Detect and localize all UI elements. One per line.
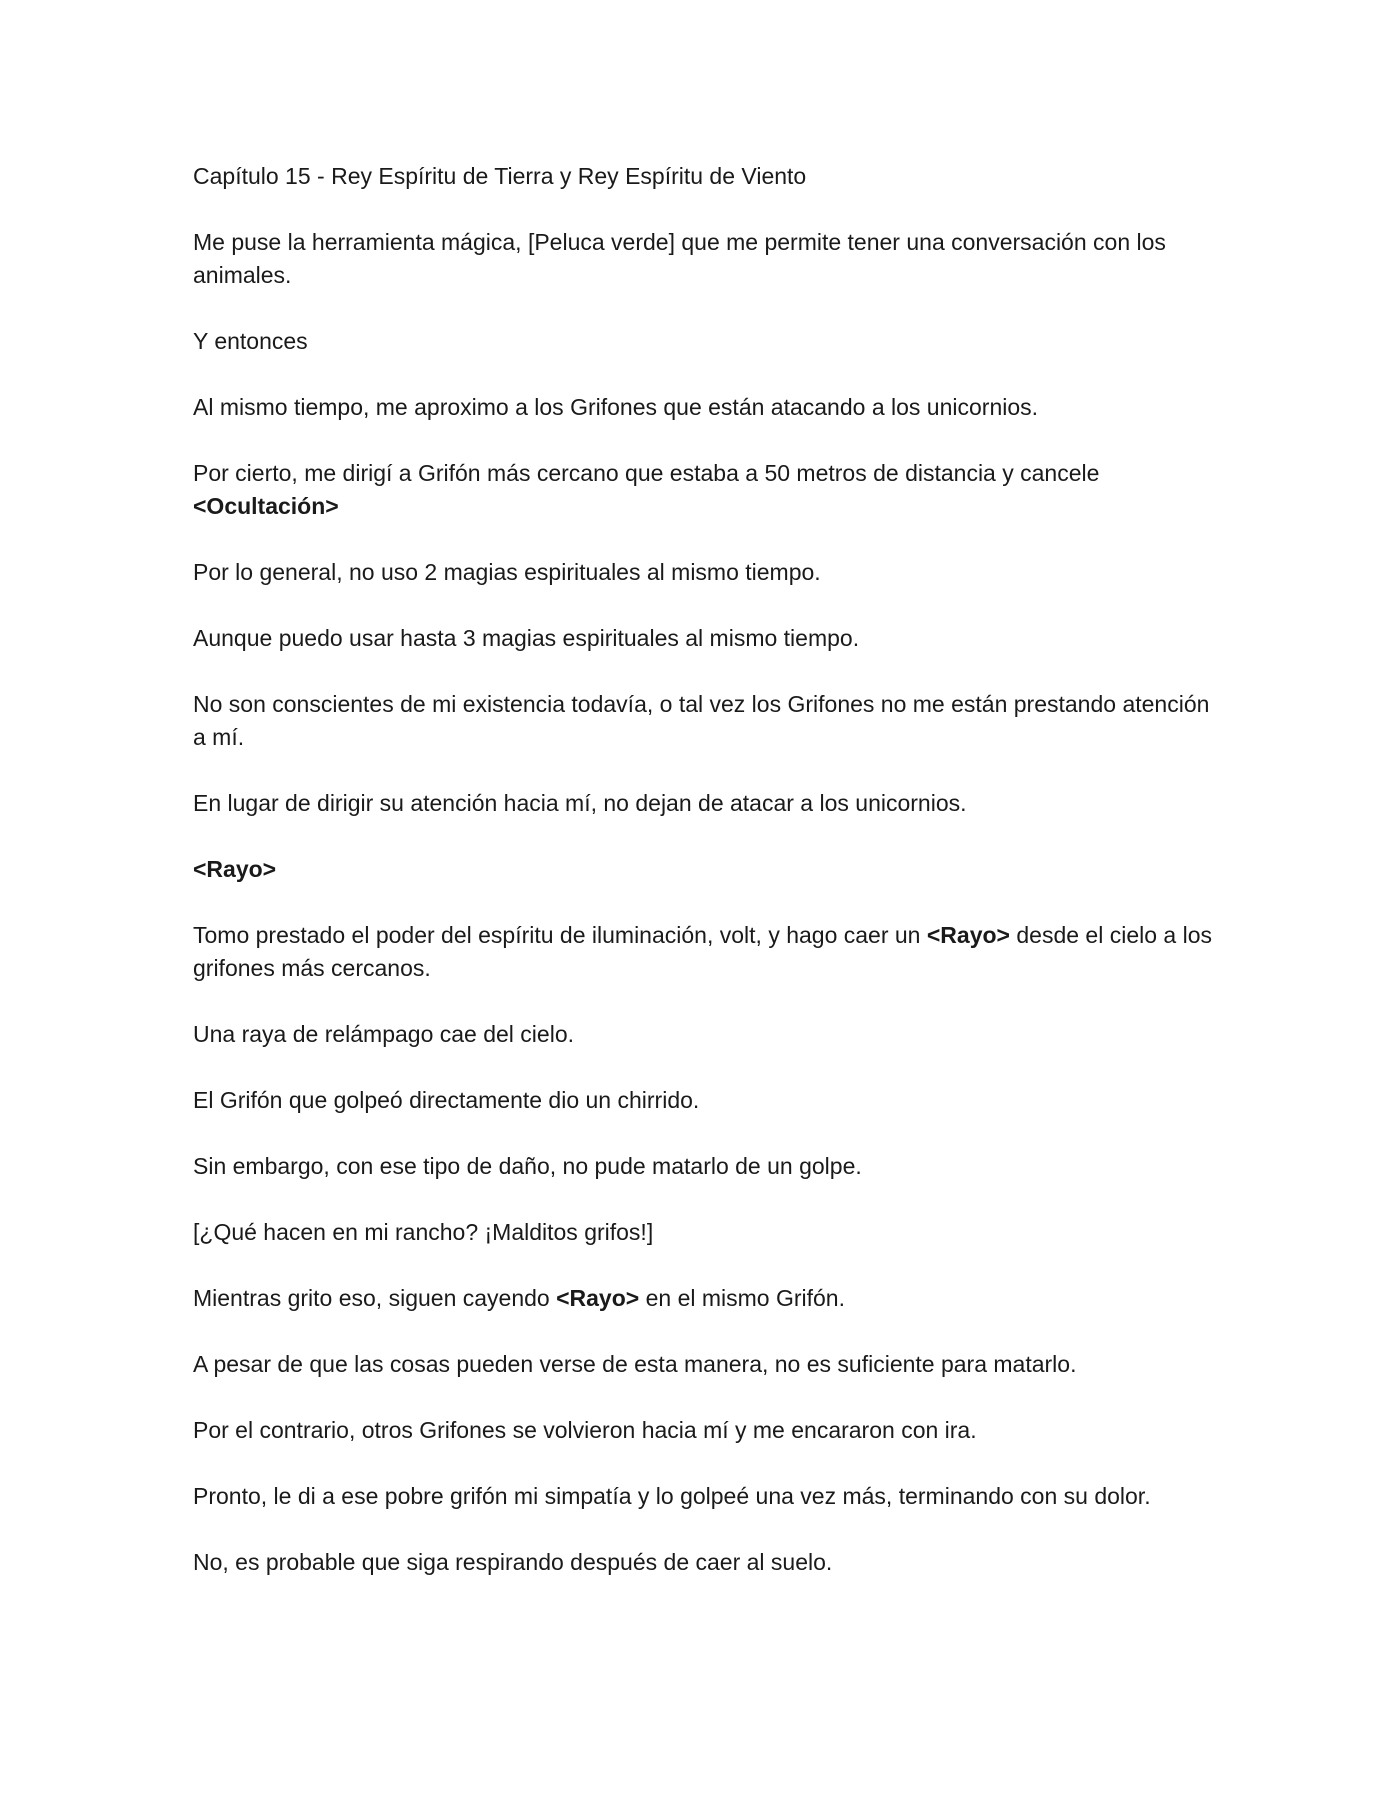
ocultacion-spell-label: <Ocultación> [193,493,339,519]
paragraph-2: Y entonces [193,328,308,354]
paragraph-15-text-b: en el mismo Grifón. [639,1285,845,1311]
paragraph-15-text-a: Mientras grito eso, siguen cayendo [193,1285,557,1311]
rayo-spell-label: <Rayo> [926,922,1010,948]
paragraph-11: Una raya de relámpago cae del cielo. [193,1021,575,1047]
paragraph-14: [¿Qué hacen en mi rancho? ¡Malditos grifos!] [193,1219,654,1245]
paragraph-10-text-b: desde el cielo a los grifones más cercanos. [193,922,1212,981]
paragraph-4-text: Por cierto, me dirigí a Grifón más cercano que estaba a 50 metros de distancia y cancele [193,460,1100,486]
chapter-title: Capítulo 15 - Rey Espíritu de Tierra y Rey Espíritu de Viento [193,163,807,189]
paragraph-13: Sin embargo, con ese tipo de daño, no pude matarlo de un golpe. [193,1153,862,1179]
rayo-spell-label-2: <Rayo> [556,1285,640,1311]
paragraph-5: Por lo general, no uso 2 magias espirituales al mismo tiempo. [193,559,821,585]
paragraph-16: A pesar de que las cosas pueden verse de esta manera, no es suficiente para matarlo. [193,1351,1077,1377]
paragraph-19: No, es probable que siga respirando después de caer al suelo. [193,1549,833,1575]
paragraph-17: Por el contrario, otros Grifones se volvieron hacia mí y me encararon con ira. [193,1417,977,1443]
paragraph-4 [193,457,1213,523]
paragraph-3: Al mismo tiempo, me aproximo a los Grifones que están atacando a los unicornios. [193,394,1039,420]
paragraph-8: En lugar de dirigir su atención hacia mí, no dejan de atacar a los unicornios. [193,790,967,816]
paragraph-1: Me puse la herramienta mágica, [Peluca verde] que me permite tener una conversación con los animales. [193,229,1166,288]
paragraph-10-text-a: Tomo prestado el poder del espíritu de iluminación, volt, y hago caer un [193,922,927,948]
paragraph-6: Aunque puedo usar hasta 3 magias espirituales al mismo tiempo. [193,625,860,651]
rayo-spell-heading: <Rayo> [193,856,277,882]
document-body [193,160,1213,1612]
paragraph-10 [193,919,1213,985]
paragraph-12: El Grifón que golpeó directamente dio un chirrido. [193,1087,700,1113]
paragraph-15 [193,1282,1213,1315]
paragraph-18: Pronto, le di a ese pobre grifón mi simpatía y lo golpeé una vez más, terminando con su dolor. [193,1483,1151,1509]
paragraph-7: No son conscientes de mi existencia todavía, o tal vez los Grifones no me están prestando atención a mí. [193,691,1210,750]
